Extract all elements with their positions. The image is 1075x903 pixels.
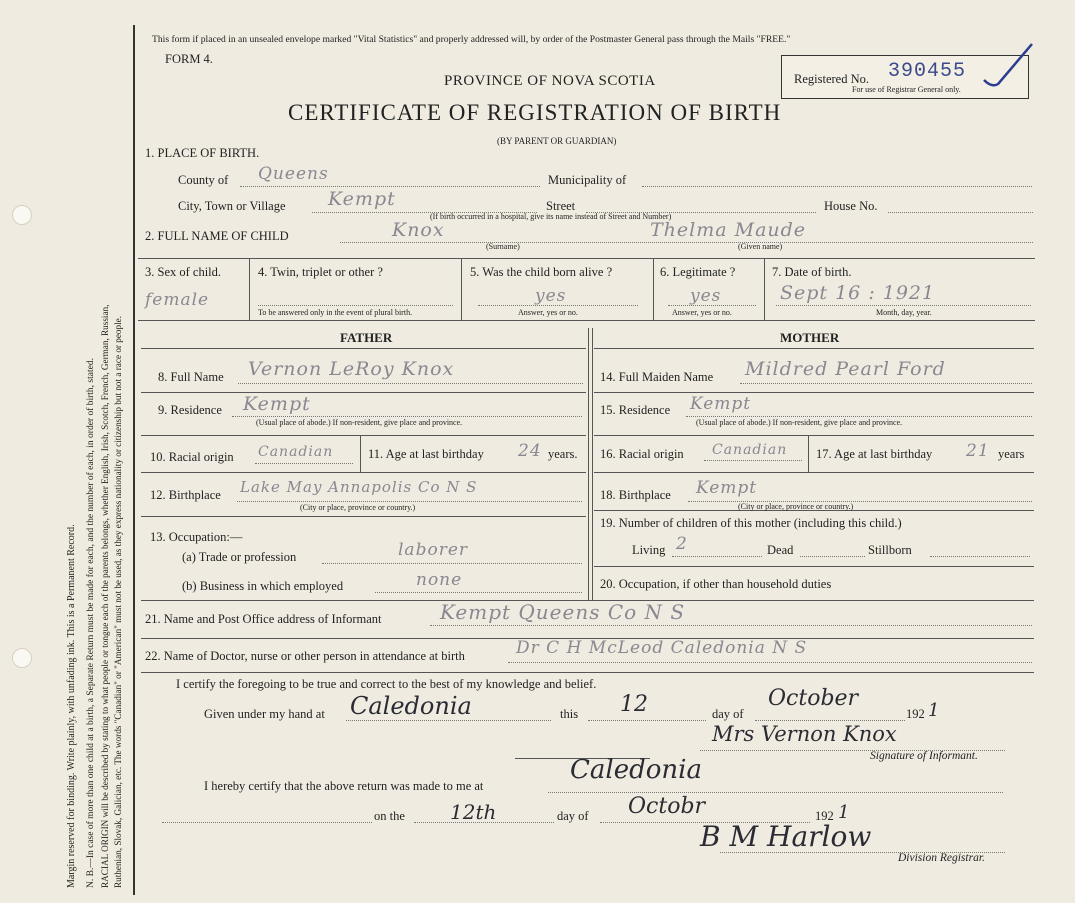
alive-note: Answer, yes or no.	[518, 308, 578, 317]
father-rule-4	[141, 516, 586, 517]
father-rule-3	[141, 472, 586, 473]
informant-value: Kempt Queens Co N S	[440, 600, 686, 624]
mother-age-value: 21	[966, 441, 990, 461]
given-year-suffix: 1	[928, 700, 940, 721]
mother-rule-3	[594, 472, 1034, 473]
registered-label: Registered No.	[794, 72, 869, 86]
details-divider-3	[653, 258, 654, 320]
county-label: County of	[178, 173, 229, 187]
given-caption: (Given name)	[738, 242, 783, 251]
on-the-label: on the	[374, 809, 405, 823]
alive-label: 5. Was the child born alive ?	[470, 265, 613, 279]
living-value: 2	[676, 534, 688, 554]
informant-label: 21. Name and Post Office address of Informant	[145, 612, 382, 626]
province-heading: PROVINCE OF NOVA SCOTIA	[444, 73, 656, 89]
street-label: Street	[546, 199, 576, 213]
registrar-year-suffix: 1	[838, 802, 850, 823]
father-birthplace-line	[237, 501, 582, 502]
child-name-line	[340, 242, 1033, 243]
registrar-month-value: Octobr	[628, 794, 706, 819]
informant-line	[430, 625, 1032, 626]
details-divider-4	[764, 258, 765, 320]
registrar-day-of-label: day of	[557, 809, 589, 823]
given-place-value: Caledonia	[350, 692, 472, 720]
mother-age-unit: years	[998, 447, 1025, 461]
details-divider-2	[461, 258, 462, 320]
father-residence-label: 9. Residence	[158, 403, 222, 417]
father-business-value: none	[416, 570, 463, 590]
legitimate-value: yes	[690, 286, 722, 306]
mother-rule-5	[594, 566, 1034, 567]
father-birthplace-note: (City or place, province or country.)	[300, 503, 416, 512]
mother-rule-2	[594, 435, 1034, 436]
mother-racial-label: 16. Racial origin	[600, 447, 684, 461]
father-age-label: 11. Age at last birthday	[368, 447, 484, 461]
stillborn-line	[930, 556, 1030, 557]
sex-value: female	[145, 290, 210, 310]
father-racial-line	[255, 463, 353, 464]
municipality-label: Municipality of	[548, 173, 627, 187]
legitimate-note: Answer, yes or no.	[672, 308, 732, 317]
registrar-statement: I hereby certify that the above return was made to me at	[204, 779, 484, 793]
father-name-label: 8. Full Name	[158, 370, 224, 384]
given-month-value: October	[768, 686, 859, 711]
mother-heading: MOTHER	[780, 330, 840, 345]
binding-hole-bottom	[12, 648, 32, 668]
father-residence-note: (Usual place of abode.) If non-resident, give place and province.	[256, 418, 463, 427]
mother-birthplace-label: 18. Birthplace	[600, 488, 671, 502]
house-line	[888, 212, 1033, 213]
margin-note-2: N. B.—In case of more than one child at a birth, a Separate Return must be made for each, and the number of each, in order of birth, stated.	[86, 358, 96, 888]
twin-note: To be answered only in the event of plural birth.	[258, 308, 413, 317]
living-label: Living	[632, 543, 666, 557]
date-note: Month, day, year.	[876, 308, 932, 317]
father-heading: FATHER	[340, 330, 393, 345]
father-residence-line	[232, 416, 582, 417]
father-age-value: 24	[518, 441, 542, 461]
mother-age-divider	[808, 435, 809, 472]
mother-occupation-label: 20. Occupation, if other than household duties	[600, 577, 832, 591]
form-number: FORM 4.	[165, 52, 213, 66]
father-age-unit: years.	[548, 447, 578, 461]
certificate-subtitle: (BY PARENT OR GUARDIAN)	[497, 136, 617, 146]
informant-signature-caption: Signature of Informant.	[870, 750, 978, 762]
doctor-rule	[141, 672, 1034, 673]
parents-heading-rule-right	[594, 348, 1034, 349]
registrar-note: For use of Registrar General only.	[852, 85, 961, 94]
mother-residence-line	[686, 416, 1032, 417]
mother-residence-label: 15. Residence	[600, 403, 671, 417]
child-name-label: 2. FULL NAME OF CHILD	[145, 229, 289, 243]
twin-line	[258, 305, 453, 306]
mother-birthplace-note: (City or place, province or country.)	[738, 502, 854, 511]
mother-age-label: 17. Age at last birthday	[816, 447, 933, 461]
father-trade-line	[322, 563, 582, 564]
given-place-line	[346, 720, 551, 721]
father-business-label: (b) Business in which employed	[182, 579, 344, 593]
details-divider-1	[249, 258, 250, 320]
mother-name-line	[740, 383, 1032, 384]
given-day-of-label: day of	[712, 707, 744, 721]
father-occupation-label: 13. Occupation:—	[150, 530, 243, 544]
binding-hole-top	[12, 205, 32, 225]
father-name-value: Vernon LeRoy Knox	[248, 358, 455, 380]
mother-residence-note: (Usual place of abode.) If non-resident, give place and province.	[696, 418, 903, 427]
mother-racial-value: Canadian	[712, 442, 788, 458]
father-trade-value: laborer	[398, 540, 469, 560]
mother-residence-value: Kempt	[690, 394, 752, 414]
date-label: 7. Date of birth.	[772, 265, 852, 279]
city-value: Kempt	[328, 188, 396, 210]
date-line	[776, 305, 1031, 306]
mother-birthplace-value: Kempt	[696, 478, 758, 498]
registrar-date-line-a	[162, 822, 372, 823]
living-line	[672, 556, 762, 557]
mother-racial-line	[704, 460, 802, 461]
stillborn-label: Stillborn	[868, 543, 912, 557]
father-residence-value: Kempt	[243, 393, 311, 415]
mother-name-value: Mildred Pearl Ford	[745, 358, 946, 380]
county-value: Queens	[258, 164, 329, 184]
street-note: (If birth occurred in a hospital, give its name instead of Street and Number)	[430, 212, 672, 221]
child-given-name: Thelma Maude	[650, 219, 807, 241]
details-top-rule	[138, 258, 1035, 259]
checkmark-icon	[980, 40, 1040, 90]
father-age-divider	[360, 435, 361, 472]
father-birthplace-label: 12. Birthplace	[150, 488, 221, 502]
registrar-signature-caption: Division Registrar.	[898, 852, 985, 864]
father-racial-label: 10. Racial origin	[150, 450, 234, 464]
city-label: City, Town or Village	[178, 199, 286, 213]
margin-note-1: Margin reserved for binding. Write plainly, with unfading ink. This is a Permanent Record.	[66, 524, 77, 888]
mailing-notice: This form if placed in an unsealed envelope marked "Vital Statistics" and properly addressed will, by order of the Postmaster General pass through the Mails "FREE."	[152, 34, 791, 45]
margin-note-4: Ruthenian, Slovak, Galician, etc. The words "Canadian" or "American" must not be used, as they express nationality or citizenship but not a race or people.	[113, 315, 123, 888]
parents-center-rule	[588, 328, 589, 600]
registrar-place-value: Caledonia	[570, 755, 702, 785]
house-label: House No.	[824, 199, 878, 213]
certify-statement: I certify the foregoing to be true and correct to the best of my knowledge and belief.	[176, 677, 597, 691]
given-year-prefix: 192	[906, 707, 925, 721]
dead-label: Dead	[767, 543, 794, 557]
registrar-year-prefix: 192	[815, 809, 834, 823]
dead-line	[800, 556, 865, 557]
father-name-line	[238, 383, 583, 384]
municipality-line	[642, 186, 1032, 187]
details-bottom-rule	[138, 320, 1035, 321]
registrar-signature: B M Harlow	[700, 820, 872, 853]
registered-number: 390455	[888, 60, 967, 83]
margin-note-3: RACIAL ORIGIN will be described by stating to what people or tongue each of the parents belongs, whether English, Irish, Scotch, French, German, Russian,	[100, 304, 110, 888]
mother-children-label: 19. Number of children of this mother (including this child.)	[600, 516, 902, 530]
father-rule-2	[141, 435, 586, 436]
surname-caption: (Surname)	[486, 242, 520, 251]
father-business-line	[375, 592, 582, 593]
margin-rule	[133, 25, 135, 895]
parents-heading-rule-left	[141, 348, 586, 349]
this-label: this	[560, 707, 579, 721]
doctor-value: Dr C H McLeod Caledonia N S	[516, 638, 808, 658]
child-surname: Knox	[392, 219, 445, 241]
parents-center-rule-2	[592, 328, 593, 600]
given-day-value: 12	[620, 692, 648, 717]
informant-signature: Mrs Vernon Knox	[712, 722, 897, 746]
given-month-line	[755, 720, 905, 721]
county-line	[240, 186, 540, 187]
doctor-label: 22. Name of Doctor, nurse or other person in attendance at birth	[145, 649, 465, 663]
father-trade-label: (a) Trade or profession	[182, 550, 297, 564]
alive-value: yes	[535, 286, 567, 306]
registrar-place-line	[548, 792, 1003, 793]
father-birthplace-value: Lake May Annapolis Co N S	[240, 478, 478, 496]
place-of-birth-heading: 1. PLACE OF BIRTH.	[145, 146, 260, 160]
legitimate-label: 6. Legitimate ?	[660, 265, 736, 279]
certificate-title: CERTIFICATE OF REGISTRATION OF BIRTH	[288, 100, 782, 125]
date-value: Sept 16 : 1921	[780, 282, 936, 304]
doctor-line	[508, 662, 1032, 663]
mother-rule-1	[594, 392, 1034, 393]
given-day-line	[588, 720, 706, 721]
father-rule-1	[141, 392, 586, 393]
mother-name-label: 14. Full Maiden Name	[600, 370, 714, 384]
father-racial-value: Canadian	[258, 444, 334, 460]
twin-label: 4. Twin, triplet or other ?	[258, 265, 383, 279]
sex-label: 3. Sex of child.	[145, 265, 222, 279]
given-under-label: Given under my hand at	[204, 707, 325, 721]
registrar-day-value: 12th	[450, 800, 497, 824]
